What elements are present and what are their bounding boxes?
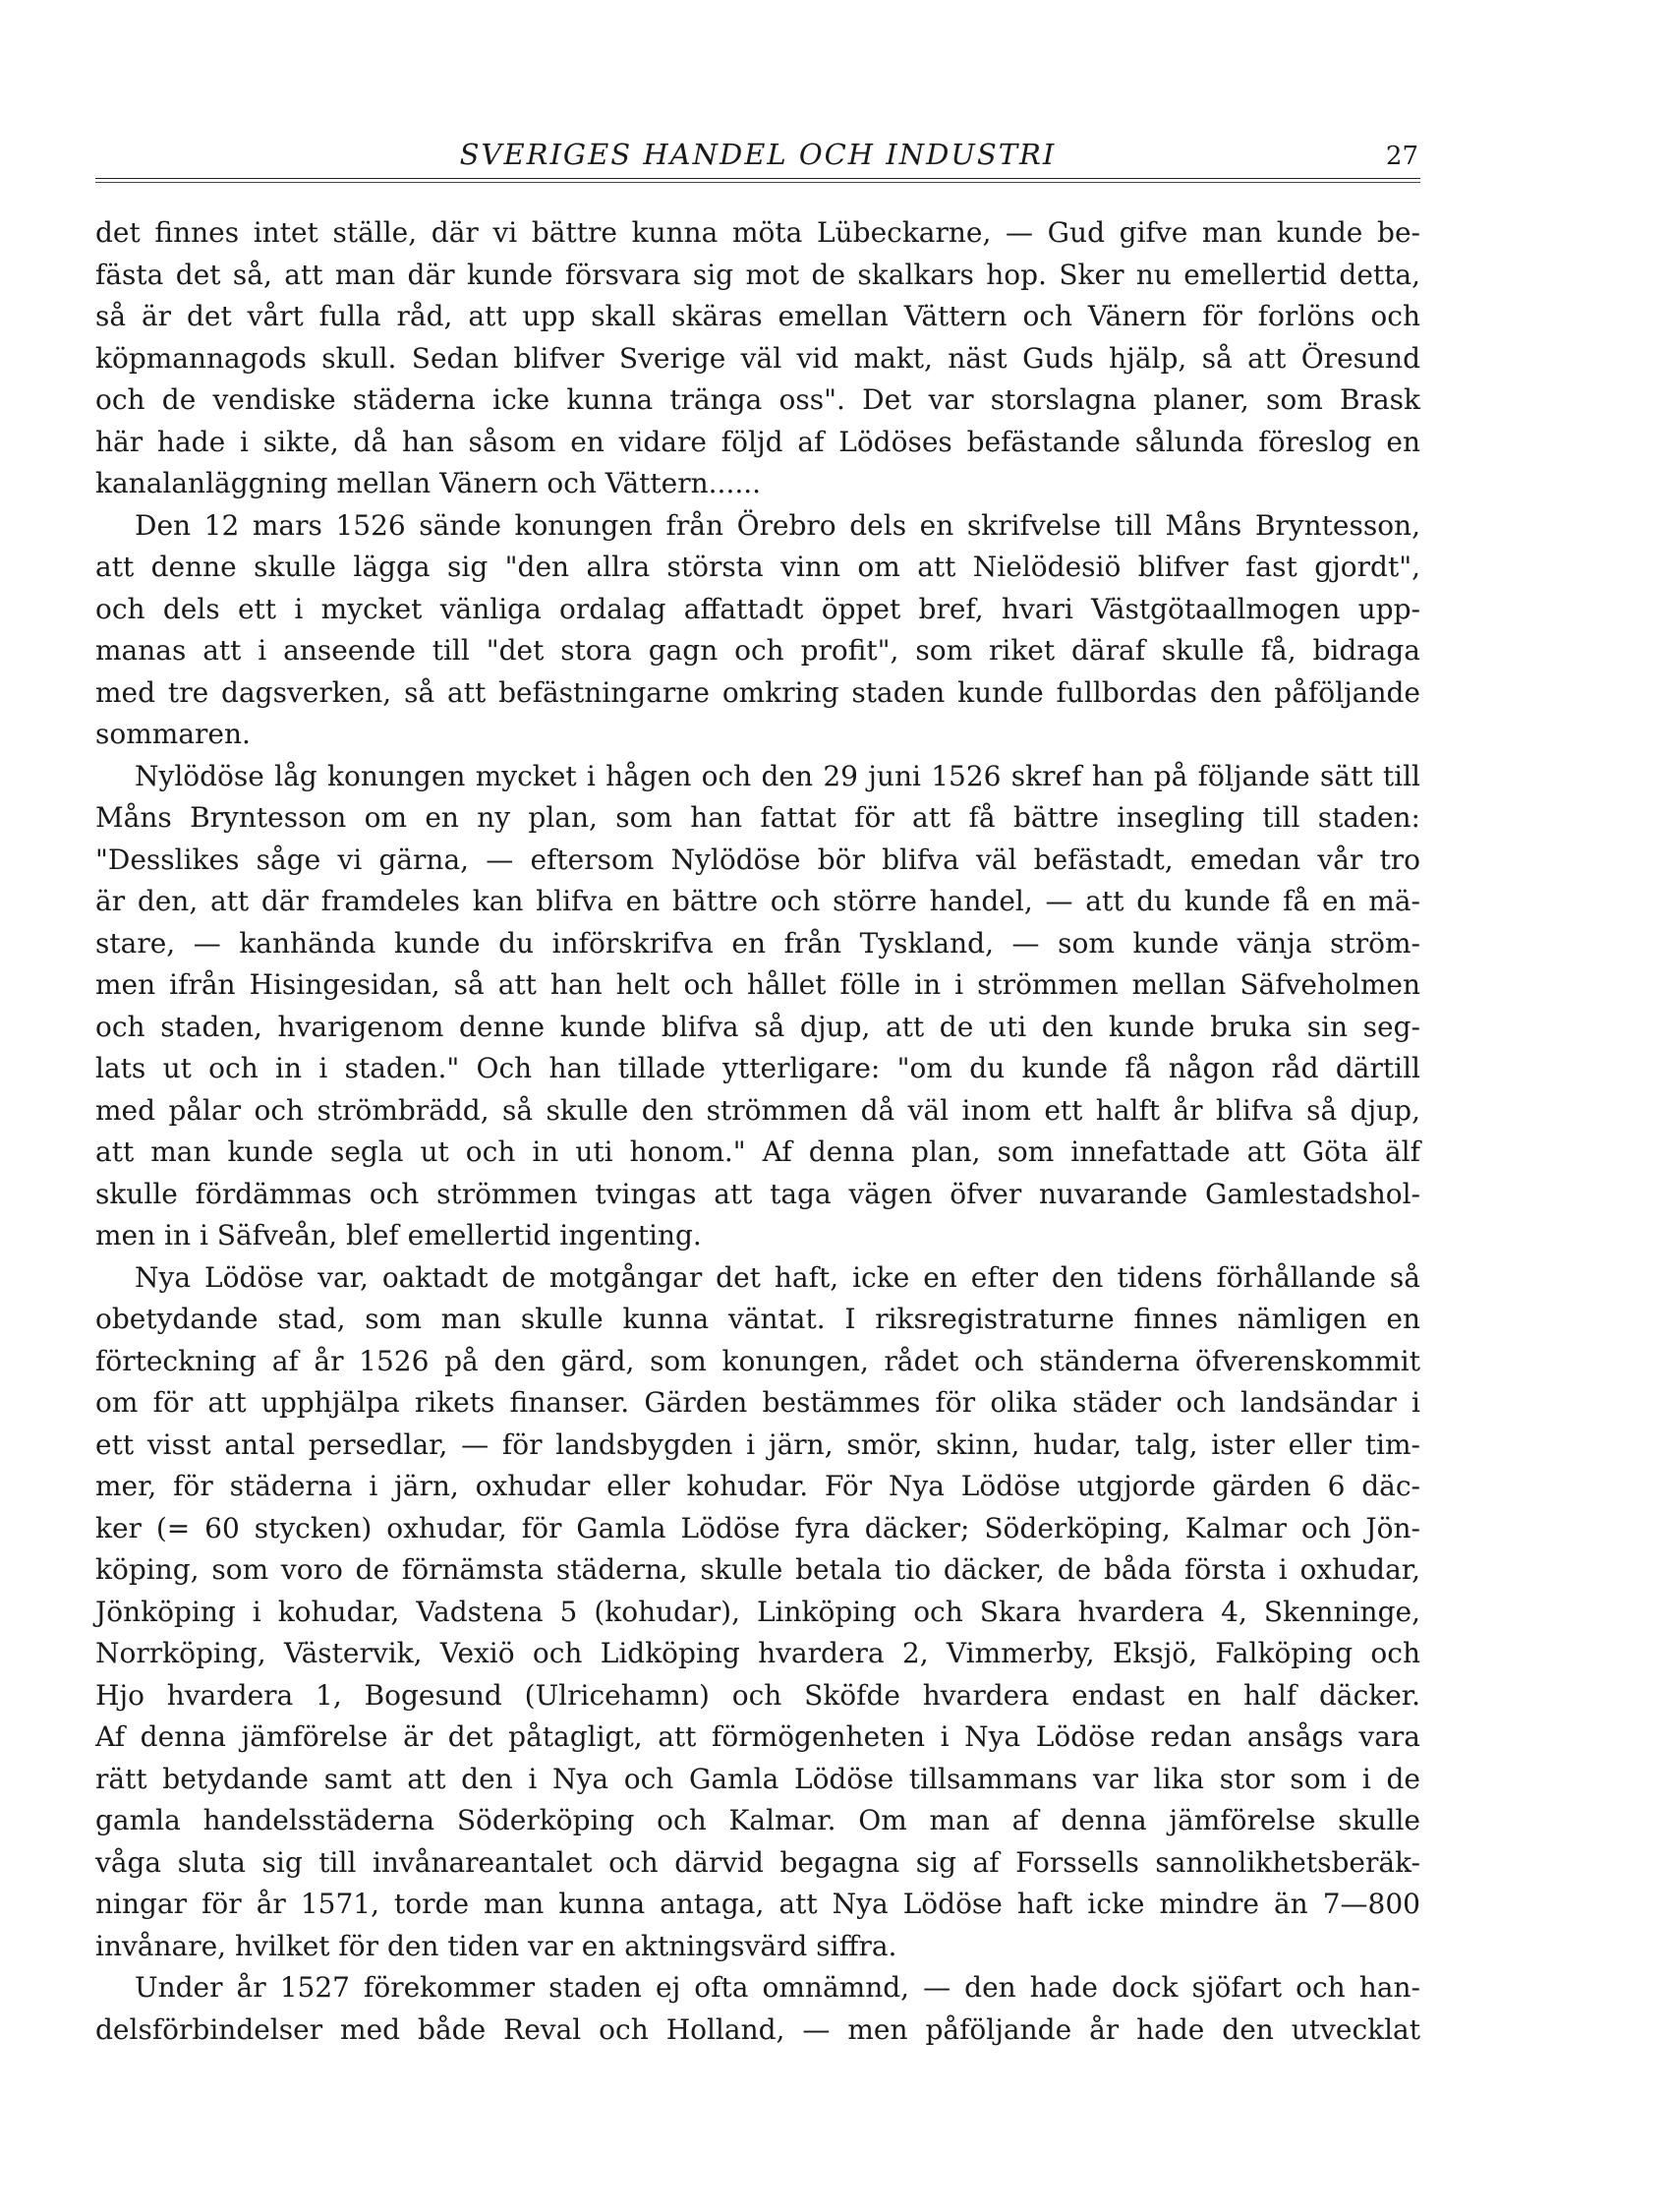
text-line: men ifrån Hisingesidan, så att han helt och hållet fölle in i strömmen mellan Säfveholmen (95, 968, 1420, 1001)
text-line: ker (= 60 stycken) oxhudar, för Gamla Lödöse fyra däcker; Söderköping, Kalmar och Jön- (95, 1511, 1420, 1544)
text-line: Af denna jämförelse är det påtagligt, att förmögenheten i Nya Lödöse redan ansågs vara (95, 1720, 1420, 1753)
text-line: att man kunde segla ut och in uti honom." Af denna plan, som innefattade att Göta älf (95, 1135, 1420, 1168)
text-line: ett visst antal persedlar, — för landsbygden i järn, smör, skinn, hudar, talg, ister eller tim- (95, 1427, 1420, 1461)
text-line: Jönköping i kohudar, Vadstena 5 (kohudar), Linköping och Skara hvardera 4, Skenninge, (95, 1595, 1420, 1628)
text-line: med pålar och strömbrädd, så skulle den strömmen då väl inom ett halft år blifva så djup, (95, 1093, 1420, 1127)
text-line: Måns Bryntesson om en ny plan, som han fattat för att få bättre insegling till staden: (95, 801, 1420, 834)
text-line: Den 12 mars 1526 sände konungen från Örebro dels en skrifvelse till Måns Bryntesson, (135, 508, 1420, 542)
page-number: 27 (1385, 142, 1418, 171)
text-line: Nya Lödöse var, oaktadt de motgångar det haft, icke en efter den tidens förhållande så (135, 1260, 1420, 1294)
text-line: och dels ett i mycket vänliga ordalag affattadt öppet bref, hvari Västgötaallmogen upp- (95, 592, 1420, 625)
text-line: gamla handelsstäderna Söderköping och Kalmar. Om man af denna jämförelse skulle (95, 1804, 1420, 1836)
text-line: fästa det så, att man där kunde försvara sig mot de skalkars hop. Sker nu emellertid detta, (95, 258, 1420, 291)
text-line: och de vendiske städerna icke kunna tränga oss". Det var storslagna planer, som Brask (95, 383, 1420, 416)
text-line: lats ut och in i staden." Och han tillade ytterligare: "om du kunde få någon råd därtill (95, 1052, 1420, 1084)
text-line: invånare, hvilket för den tiden var en aktningsvärd siffra. (95, 1929, 897, 1962)
text-line: mer, för städerna i järn, oxhudar eller kohudar. För Nya Lödöse utgjorde gärden 6 däc- (95, 1470, 1420, 1502)
text-line: obetydande stad, som man skulle kunna väntat. I riksregistraturne finnes nämligen en (95, 1303, 1420, 1335)
text-line: kanalanläggning mellan Vänern och Vättern...... (95, 467, 762, 499)
text-line: här hade i sikte, då han såsom en vidare följd af Lödöses befästande sålunda föreslog en (95, 425, 1420, 458)
text-line: med tre dagsverken, så att befästningarne omkring staden kunde fullbordas den påföljande (95, 675, 1420, 709)
text-line: Under år 1527 förekommer staden ej ofta omnämnd, — den hade dock sjöfart och han- (135, 1971, 1420, 2004)
text-line: så är det vårt fulla råd, att upp skall skäras emellan Vättern och Vänern för forlöns och (95, 300, 1420, 332)
text-line: ningar för år 1571, torde man kunna antaga, att Nya Lödöse haft icke mindre än 7—800 (95, 1888, 1420, 1920)
text-line: skulle fördämmas och strömmen tvingas att taga vägen öfver nuvarande Gamlestadshol- (95, 1177, 1420, 1210)
text-line: köpmannagods skull. Sedan blifver Sverige väl vid makt, näst Guds hjälp, så att Öresund (95, 341, 1420, 375)
text-line: delsförbindelser med både Reval och Holland, — men påföljande år hade den utvecklat (95, 2012, 1420, 2046)
text-line: förteckning af år 1526 på den gärd, som konungen, rådet och ständerna öfverenskommit (95, 1344, 1420, 1377)
text-line: manas att i anseende till "det stora gagn och profit", som riket däraf skulle få, bidraga (95, 634, 1420, 667)
text-line: om för att upphjälpa rikets finanser. Gärden bestämmes för olika städer och landsändar i (95, 1386, 1420, 1419)
text-line: men in i Säfveån, blef emellertid ingenting. (95, 1219, 702, 1252)
book-page (95, 138, 1420, 2051)
text-line: våga sluta sig till invånareantalet och därvid begagna sig af Forssells sannolikhetsberäk- (95, 1845, 1420, 1879)
text-line: och staden, hvarigenom denne kunde blifva så djup, att de uti den kunde bruka sin seg- (95, 1010, 1420, 1043)
running-title: SVERIGES HANDEL OCH INDUSTRI (459, 138, 1057, 171)
running-header (95, 138, 1420, 175)
text-line: rätt betydande samt att den i Nya och Gamla Lödöse tillsammans var lika stor som i de (95, 1762, 1420, 1795)
text-line: köping, som voro de förnämsta städerna, skulle betala tio däcker, de båda första i oxhudar, (95, 1553, 1420, 1586)
text-line: det finnes intet ställe, där vi bättre kunna möta Lübeckarne, — Gud gifve man kunde be- (95, 216, 1420, 249)
text-line: Norrköping, Västervik, Vexiö och Lidköping hvardera 2, Vimmerby, Eksjö, Falköping och (95, 1637, 1420, 1669)
body-text (95, 212, 1420, 2051)
text-line: att denne skulle lägga sig "den allra största vinn om att Nielödesiö blifver fast gjordt", (95, 551, 1420, 583)
text-line: stare, — kanhända kunde du införskrifva en från Tyskland, — som kunde vänja ström- (95, 926, 1420, 960)
text-line: Hjo hvardera 1, Bogesund (Ulricehamn) och Sköfde hvardera endast en half däcker. (95, 1678, 1420, 1712)
header-rule (95, 178, 1420, 179)
text-line: "Desslikes såge vi gärna, — eftersom Nylödöse bör blifva väl befästadt, emedan vår tro (95, 843, 1420, 876)
text-line: Nylödöse låg konungen mycket i hågen och den 29 juni 1526 skref han på följande sätt till (135, 759, 1420, 792)
text-line: sommaren. (95, 718, 251, 750)
text-line: är den, att där framdeles kan blifva en bättre och större handel, — att du kunde få en mä- (95, 885, 1420, 917)
header-rule-thin (95, 182, 1420, 183)
